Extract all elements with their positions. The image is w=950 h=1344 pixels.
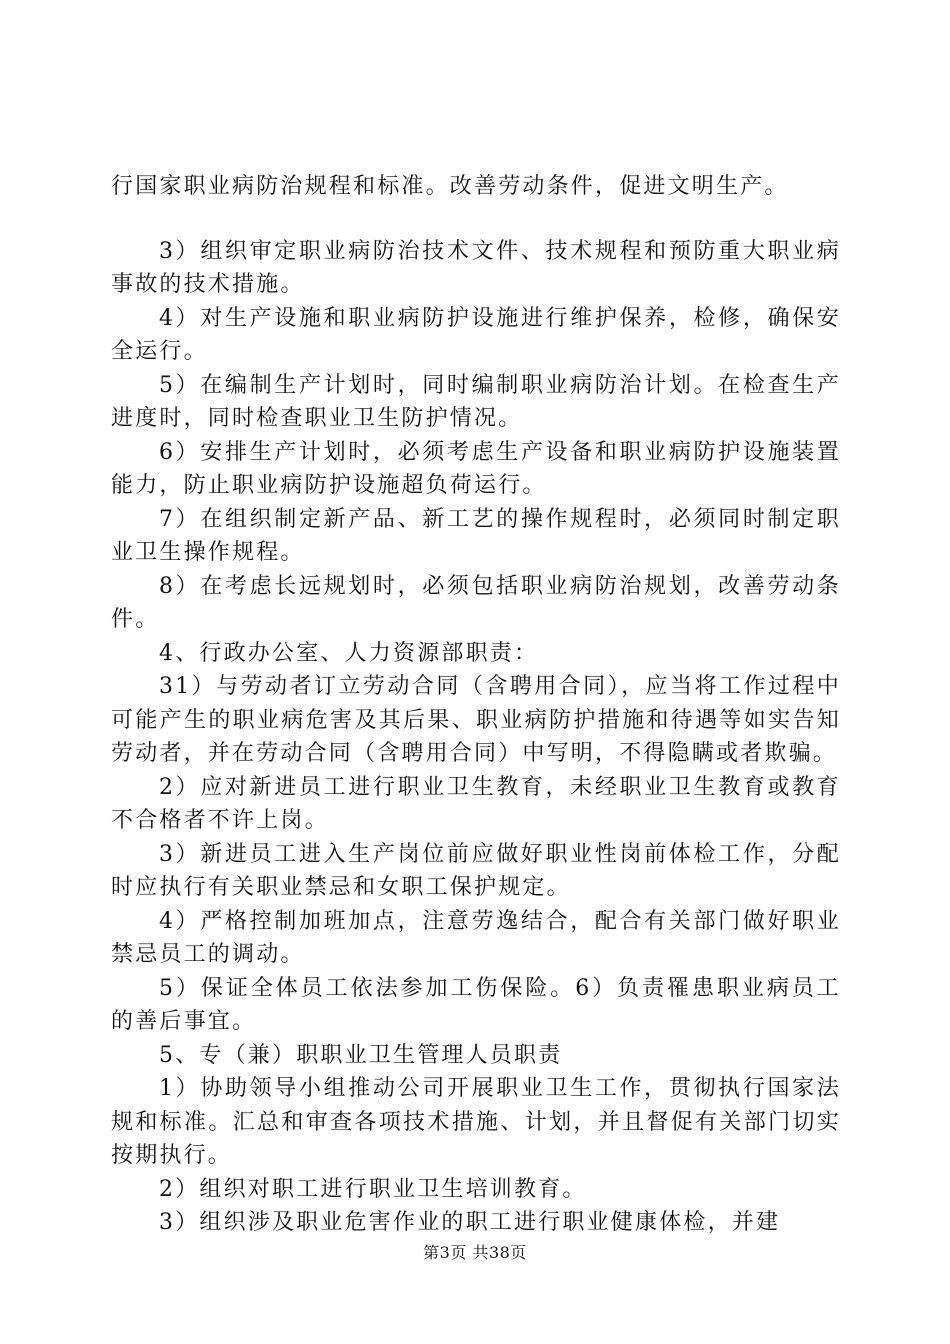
paragraph-item-4b: 4）严格控制加班加点，注意劳逸结合，配合有关部门做好职业禁忌员工的调动。: [111, 908, 841, 967]
paragraph-item-31: 31）与劳动者订立劳动合同（含聘用合同），应当将工作过程中可能产生的职业病危害及其后果、职业病防护措施和待遇等如实告知劳动者，并在劳动合同（含聘用合同）中写明，不得隐瞒或者欺骗。: [111, 674, 841, 766]
paragraph-item-3c: 3）组织涉及职业危害作业的职工进行职业健康体检，并建: [159, 1210, 781, 1235]
paragraph-item-8: 8）在考虑长远规划时，必须包括职业病防治规划，改善劳动条件。: [111, 573, 841, 632]
paragraph-item-7: 7）在组织制定新产品、新工艺的操作规程时，必须同时制定职业卫生操作规程。: [111, 506, 841, 565]
paragraph-item-2b: 2）组织对职工进行职业卫生培训教育。: [159, 1176, 587, 1202]
paragraph-item-6: 6）安排生产计划时，必须考虑生产设备和职业病防护设施装置能力，防止职业病防护设施超负荷运行。: [111, 439, 841, 498]
section-heading-4: 4、行政办公室、人力资源部职责：: [159, 640, 539, 666]
body-text: [111, 170, 841, 1240]
section-heading-5: 5、专（兼）职职业卫生管理人员职责: [159, 1042, 563, 1068]
paragraph-item-4: 4）对生产设施和职业病防护设施进行维护保养，检修，确保安全运行。: [111, 305, 841, 364]
paragraph-item-3: 3）组织审定职业病防治技术文件、技术规程和预防重大职业病事故的技术措施。: [111, 238, 841, 297]
page-number-footer: 第3页 共38页: [423, 1243, 527, 1262]
paragraph-item-5b: 5）保证全体员工依法参加工伤保险。6）负责罹患职业病员工的善后事宜。: [111, 975, 841, 1034]
paragraph-item-3b: 3）新进员工进入生产岗位前应做好职业性岗前体检工作，分配时应执行有关职业禁忌和女职工保护规定。: [111, 841, 841, 900]
paragraph-continuation: 行国家职业病防治规程和标准。改善劳动条件，促进文明生产。: [111, 174, 789, 199]
paragraph-item-2: 2）应对新进员工进行职业卫生教育，未经职业卫生教育或教育不合格者不许上岗。: [111, 774, 841, 833]
paragraph-item-1: 1）协助领导小组推动公司开展职业卫生工作，贯彻执行国家法规和标准。汇总和审查各项技术措施、计划，并且督促有关部门切实按期执行。: [111, 1076, 841, 1168]
paragraph-item-5: 5）在编制生产计划时，同时编制职业病防治计划。在检查生产进度时，同时检查职业卫生防护情况。: [111, 372, 841, 431]
